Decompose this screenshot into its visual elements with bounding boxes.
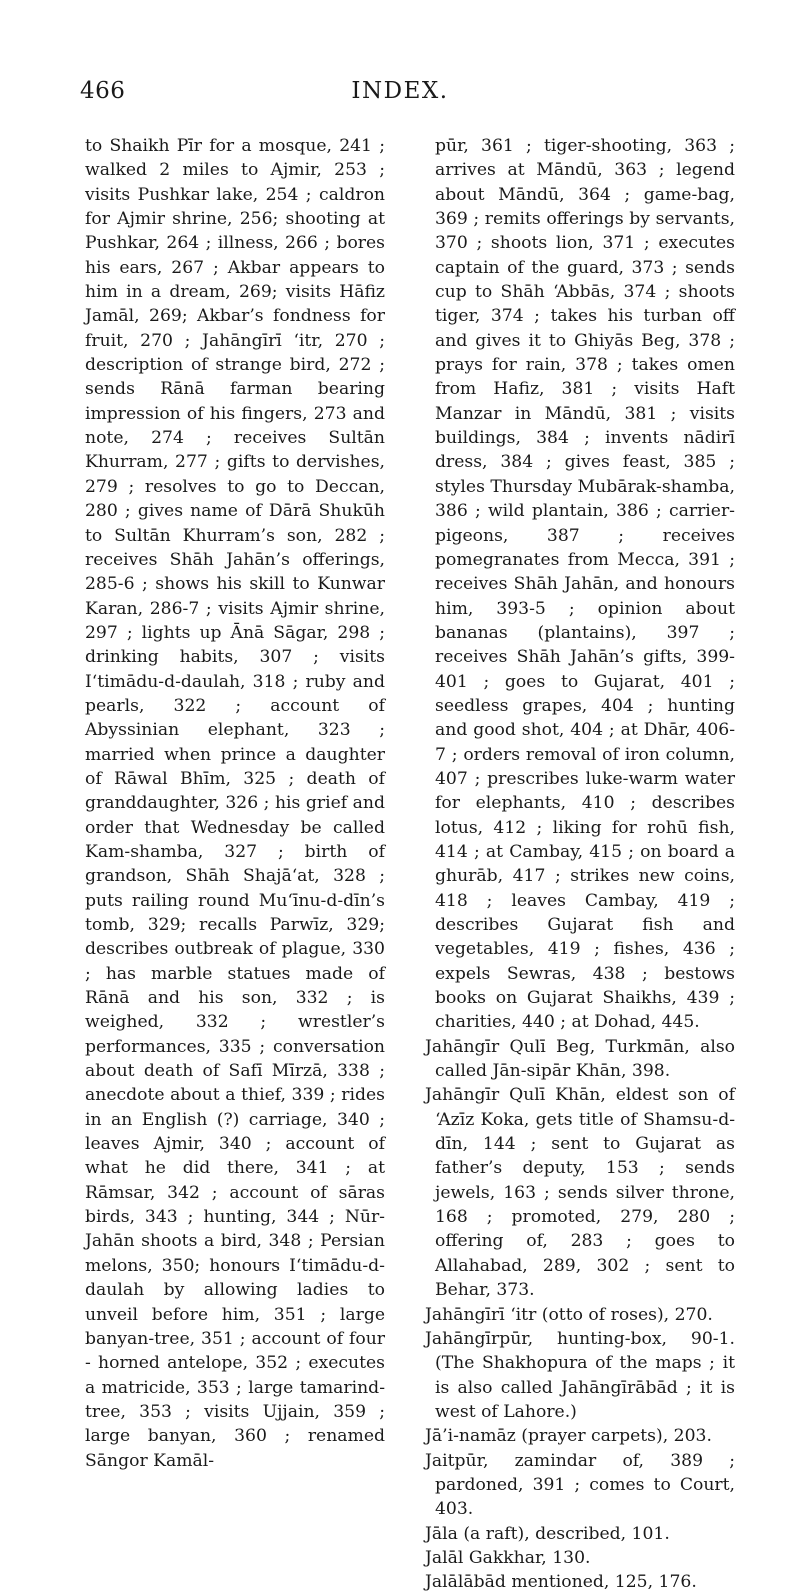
index-entry-jalal-gakkhar: Jalāl Gakkhar, 130. [425,1547,591,1568]
index-entry-jahangir-quli-beg: Jahāngīr Qulī Beg, Turkmān, also called Jān-sipār Khān, 398. [425,1036,735,1082]
index-entry-jai-namaz: Jā’i-namāz (prayer carpets), 203. [425,1426,712,1447]
index-entry-jala: Jāla (a raft), described, 101. [425,1523,670,1544]
index-entry-continued: to Shaikh Pīr for a mosque, 241 ; walked 2 miles to Ajmir, 253 ; visits Pushkar lake, 254 ; caldron for Ajmir shrine, 256; shooting at Pushkar, 264 ; illness, 266 ; bores his ears, 267 ; Akbar appears to him in a dream, 269; visits Hāfiz Jamāl, 269; Akbar’s fondness for fruit, 270 ; Jahāngīrī ‘itr, 270 ; description of strange bird, 272 ; sends Rānā farman bearing impression of his fingers, 273 and note, 274 ; receives Sultān Khurram, 277 ; gifts to dervishes, 279 ; resolves to go to Deccan, 280 ; gives name of Dārā Shukūh to Sultān Khurram’s son, 282 ; receives Shāh Jahān’s offerings, 285-6 ; shows his skill to Kunwar Karan, 286-7 ; visits Ajmir shrine, 297 ; lights up Ānā Sāgar, 298 ; drinking habits, 307 ; visits I‘timādu-d-daulah, 318 ; ruby and pearls, 322 ; account of Abyssinian elephant, 323 ; married when prince a daughter of Rāwal Bhīm, 325 ; death of granddaughter, 326 ; his grief and order that Wednesday be called Kam-shamba, 327 ; birth of grandson, Shāh Shajā‘at, 328 ; puts railing round Mu‘īnu-d-dīn’s tomb, 329; recalls Parwīz, 329; describes outbreak of plague, 330 ; has marble statues made of Rānā and his son, 332 ; is weighed, 332 ; wrestler’s performances, 335 ; conversation about death of Safī Mīrzā, 338 ; anecdote about a thief, 339 ; rides in an English (?) carriage, 340 ; leaves Ajmir, 340 ; account of what he did there, 341 ; at Rāmsar, 342 ; account of sāras birds, 343 ; hunting, 344 ; Nūr-Jahān shoots a bird, 348 ; Persian melons, 350; honours I‘timādu-d-daulah by allowing ladies to unveil before him, 351 ; large banyan-tree, 351 ; account of four - horned antelope, 352 ; executes a matricide, 353 ; large tamarind-tree, 353 ; visits Ujjain, 359 ; large banyan, 360 ; renamed Sāngor Kamāl- [85,136,385,1471]
index-entry-continued: pūr, 361 ; tiger-shooting, 363 ; arrives at Māndū, 363 ; legend about Māndū, 364 ; game-bag, 369 ; remits offerings by servants, 370 ; shoots lion, 371 ; executes captain of the guard, 373 ; sends cup to Shāh ‘Abbās, 374 ; shoots tiger, 374 ; takes his turban off and gives it to Ghiyās Beg, 378 ; prays for rain, 378 ; takes omen from Hafiz, 381 ; visits Haft Manzar in Māndū, 381 ; visits buildings, 384 ; invents nādirī dress, 384 ; gives feast, 385 ; styles Thursday Mubārak-shamba, 386 ; wild plantain, 386 ; carrier-pigeons, 387 ; receives pomegranates from Mecca, 391 ; receives Shāh Jahān, and honours him, 393-5 ; opinion about bananas (plantains), 397 ; receives Shāh Jahān’s gifts, 399-401 ; goes to Gujarat, 401 ; seedless grapes, 404 ; hunting and good shot, 404 ; at Dhār, 406-7 ; orders removal of iron column, 407 ; prescribes luke-warm water for elephants, 410 ; describes lotus, 412 ; liking for rohū fish, 414 ; at Cambay, 415 ; on board a ghurāb, 417 ; strikes new coins, 418 ; leaves Cambay, 419 ; describes Gujarat fish and vegetables, 419 ; fishes, 436 ; expels Sewras, 438 ; bestows books on Gujarat Shaikhs, 439 ; charities, 440 ; at Dohad, 445. [435,136,735,1033]
page-header [80,78,720,108]
index-columns [75,134,735,1595]
page-number: 466 [80,78,126,104]
index-entry-jahangirpur: Jahāngīrpūr, hunting-box, 90-1. (The Shakhopura of the maps ; it is also called Jahāngīrābād ; it is west of Lahore.) [425,1328,735,1422]
running-head: INDEX. [351,78,449,104]
index-entry-jaitpur: Jaitpūr, zamindar of, 389 ; pardoned, 391 ; comes to Court, 403. [425,1450,735,1520]
left-column [75,134,385,1595]
index-entry-jalalabad: Jalālābād mentioned, 125, 176. [425,1572,697,1593]
index-entry-jahangiri-itr: Jahāngīrī ‘itr (otto of roses), 270. [425,1304,713,1325]
right-column [425,134,735,1595]
index-entry-jahangir-quli-khan: Jahāngīr Qulī Khān, eldest son of ‘Azīz Koka, gets title of Shamsu-d-dīn, 144 ; sent to Gujarat as father’s deputy, 153 ; sends jewels, 163 ; sends silver throne, 168 ; promoted, 279, 280 ; offering of, 283 ; goes to Allahabad, 289, 302 ; sent to Behar, 373. [425,1085,735,1301]
